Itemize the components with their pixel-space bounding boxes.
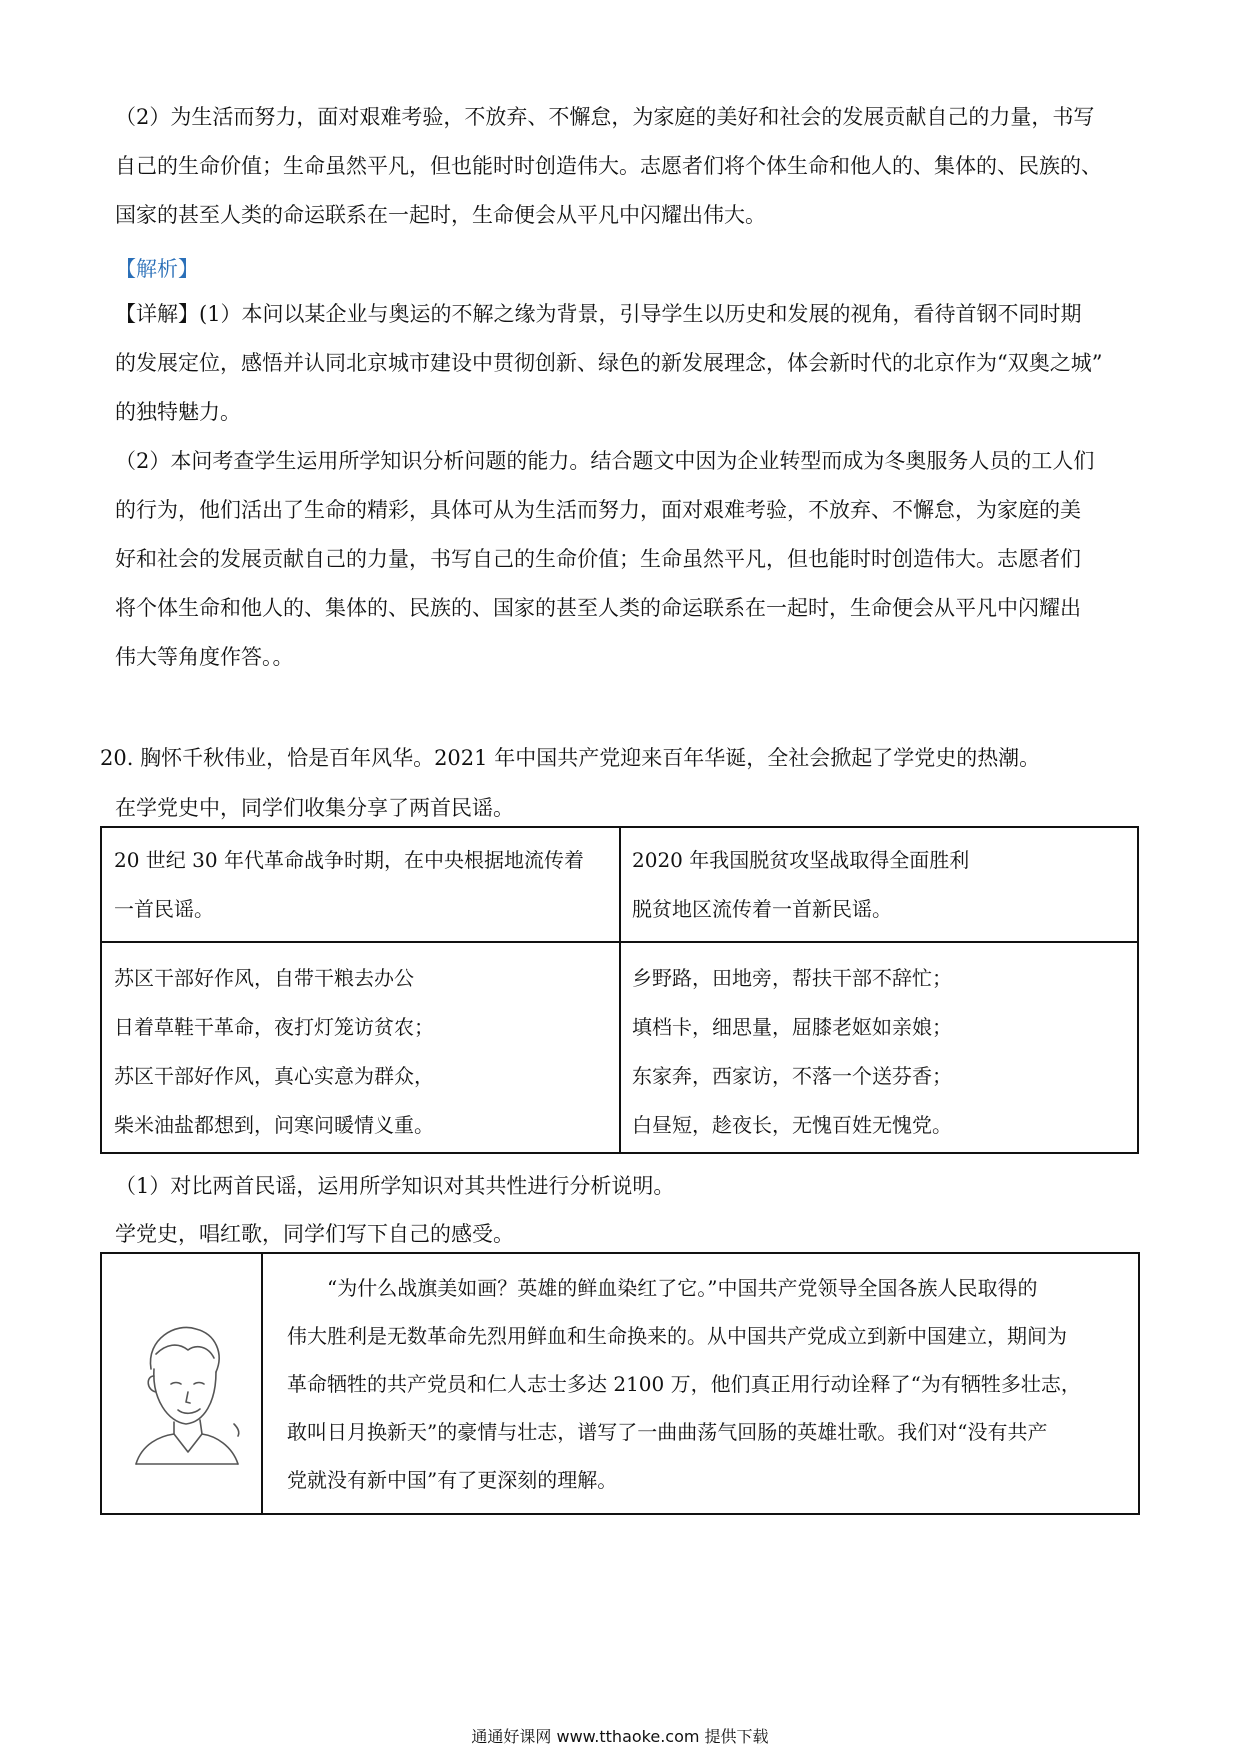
song-line: 填档卡，细思量，屈膝老妪如亲娘；: [632, 1015, 952, 1039]
reflection-line: 革命牺牲的共产党员和仁人志士多达 2100 万，他们真正用行动诠释了“为有牺牲多壮志，: [287, 1372, 1081, 1396]
cell-line: 脱贫地区流传着一首新民谣。: [632, 897, 892, 921]
page-footer: 通通好课网 www.tthaoke.com 提供下载: [471, 1727, 769, 1746]
reflection-line: 党就没有新中国”有了更深刻的理解。: [287, 1468, 618, 1492]
answer-line: （2）为生活而努力，面对艰难考验，不放弃、不懈怠，为家庭的美好和社会的发展贡献自己的力量，书写: [115, 105, 1095, 129]
detail-line: 将个体生命和他人的、集体的、民族的、国家的甚至人类的命运联系在一起时，生命便会从平凡中闪耀出: [115, 596, 1081, 620]
detail-line: （2）本问考查学生运用所学知识分析问题的能力。结合题文中因为企业转型而成为冬奥服务人员的工人们: [115, 449, 1095, 473]
reflection-prompt: 学党史，唱红歌，同学们写下自己的感受。: [115, 1222, 514, 1246]
detail-line: 的发展定位，感悟并认同北京城市建设中贯彻创新、绿色的新发展理念，体会新时代的北京作为“双奥之城”: [115, 351, 1103, 375]
left-song-cell: [114, 954, 434, 1150]
box-divider: [261, 1254, 263, 1513]
song-line: 苏区干部好作风，真心实意为群众，: [114, 1064, 434, 1088]
answer-line: 自己的生命价值；生命虽然平凡，但也能时时创造伟大。志愿者们将个体生命和他人的、集体的、民族的、: [115, 154, 1102, 178]
reflection-line: 伟大胜利是无数革命先烈用鲜血和生命换来的。从中国共产党成立到新中国建立，期间为: [287, 1324, 1067, 1348]
table-divider: [102, 941, 1137, 943]
student-sketch-icon: [116, 1314, 251, 1474]
folk-songs-table: [100, 826, 1139, 1154]
reflection-box: [100, 1252, 1140, 1515]
reflection-line: “为什么战旗美如画？英雄的鲜血染红了它。”中国共产党领导全国各族人民取得的: [327, 1276, 1038, 1300]
detail-line: 好和社会的发展贡献自己的力量，书写自己的生命价值；生命虽然平凡，但也能时时创造伟大。志愿者们: [115, 547, 1081, 571]
sub-question-1: （1）对比两首民谣，运用所学知识对其共性进行分析说明。: [115, 1174, 675, 1198]
question-20-intro: 20. 胸怀千秋伟业，恰是百年风华。2021 年中国共产党迎来百年华诞，全社会掀起了学党史的热潮。: [100, 746, 1041, 770]
reflection-line: 敢叫日月换新天”的豪情与壮志，谱写了一曲曲荡气回肠的英雄壮歌。我们对“没有共产: [287, 1420, 1048, 1444]
answer-part2: [115, 93, 1135, 240]
song-line: 东家奔，西家访，不落一个送芬香；: [632, 1064, 952, 1088]
song-line: 白昼短，趁夜长，无愧百姓无愧党。: [632, 1113, 952, 1137]
detail-line: 伟大等角度作答。。: [115, 645, 294, 669]
right-header-cell: [632, 836, 969, 934]
detail-line: 的独特魅力。: [115, 400, 241, 424]
reflection-text: [287, 1264, 1127, 1504]
question-20-context: 在学党史中，同学们收集分享了两首民谣。: [115, 796, 514, 820]
left-header-cell: [114, 836, 584, 934]
table-divider: [619, 828, 621, 1152]
detail-line: 的行为，他们活出了生命的精彩，具体可从为生活而努力，面对艰难考验，不放弃、不懈怠，为家庭的美: [115, 498, 1081, 522]
right-song-cell: [632, 954, 952, 1150]
song-line: 乡野路，田地旁，帮扶干部不辞忙；: [632, 966, 952, 990]
song-line: 柴米油盐都想到，问寒问暖情义重。: [114, 1113, 434, 1137]
answer-line: 国家的甚至人类的命运联系在一起时，生命便会从平凡中闪耀出伟大。: [115, 203, 766, 227]
analysis-tag: 【解析】: [115, 257, 199, 281]
detail-line: 【详解】(1）本问以某企业与奥运的不解之缘为背景，引导学生以历史和发展的视角，看待首钢不同时期: [115, 302, 1082, 326]
cell-line: 2020 年我国脱贫攻坚战取得全面胜利: [632, 848, 970, 872]
cell-line: 20 世纪 30 年代革命战争时期，在中央根据地流传着: [114, 848, 584, 872]
cell-line: 一首民谣。: [114, 897, 214, 921]
song-line: 苏区干部好作风，自带干粮去办公: [114, 966, 414, 990]
detail-section: [115, 290, 1135, 682]
song-line: 日着草鞋干革命，夜打灯笼访贫农；: [114, 1015, 434, 1039]
